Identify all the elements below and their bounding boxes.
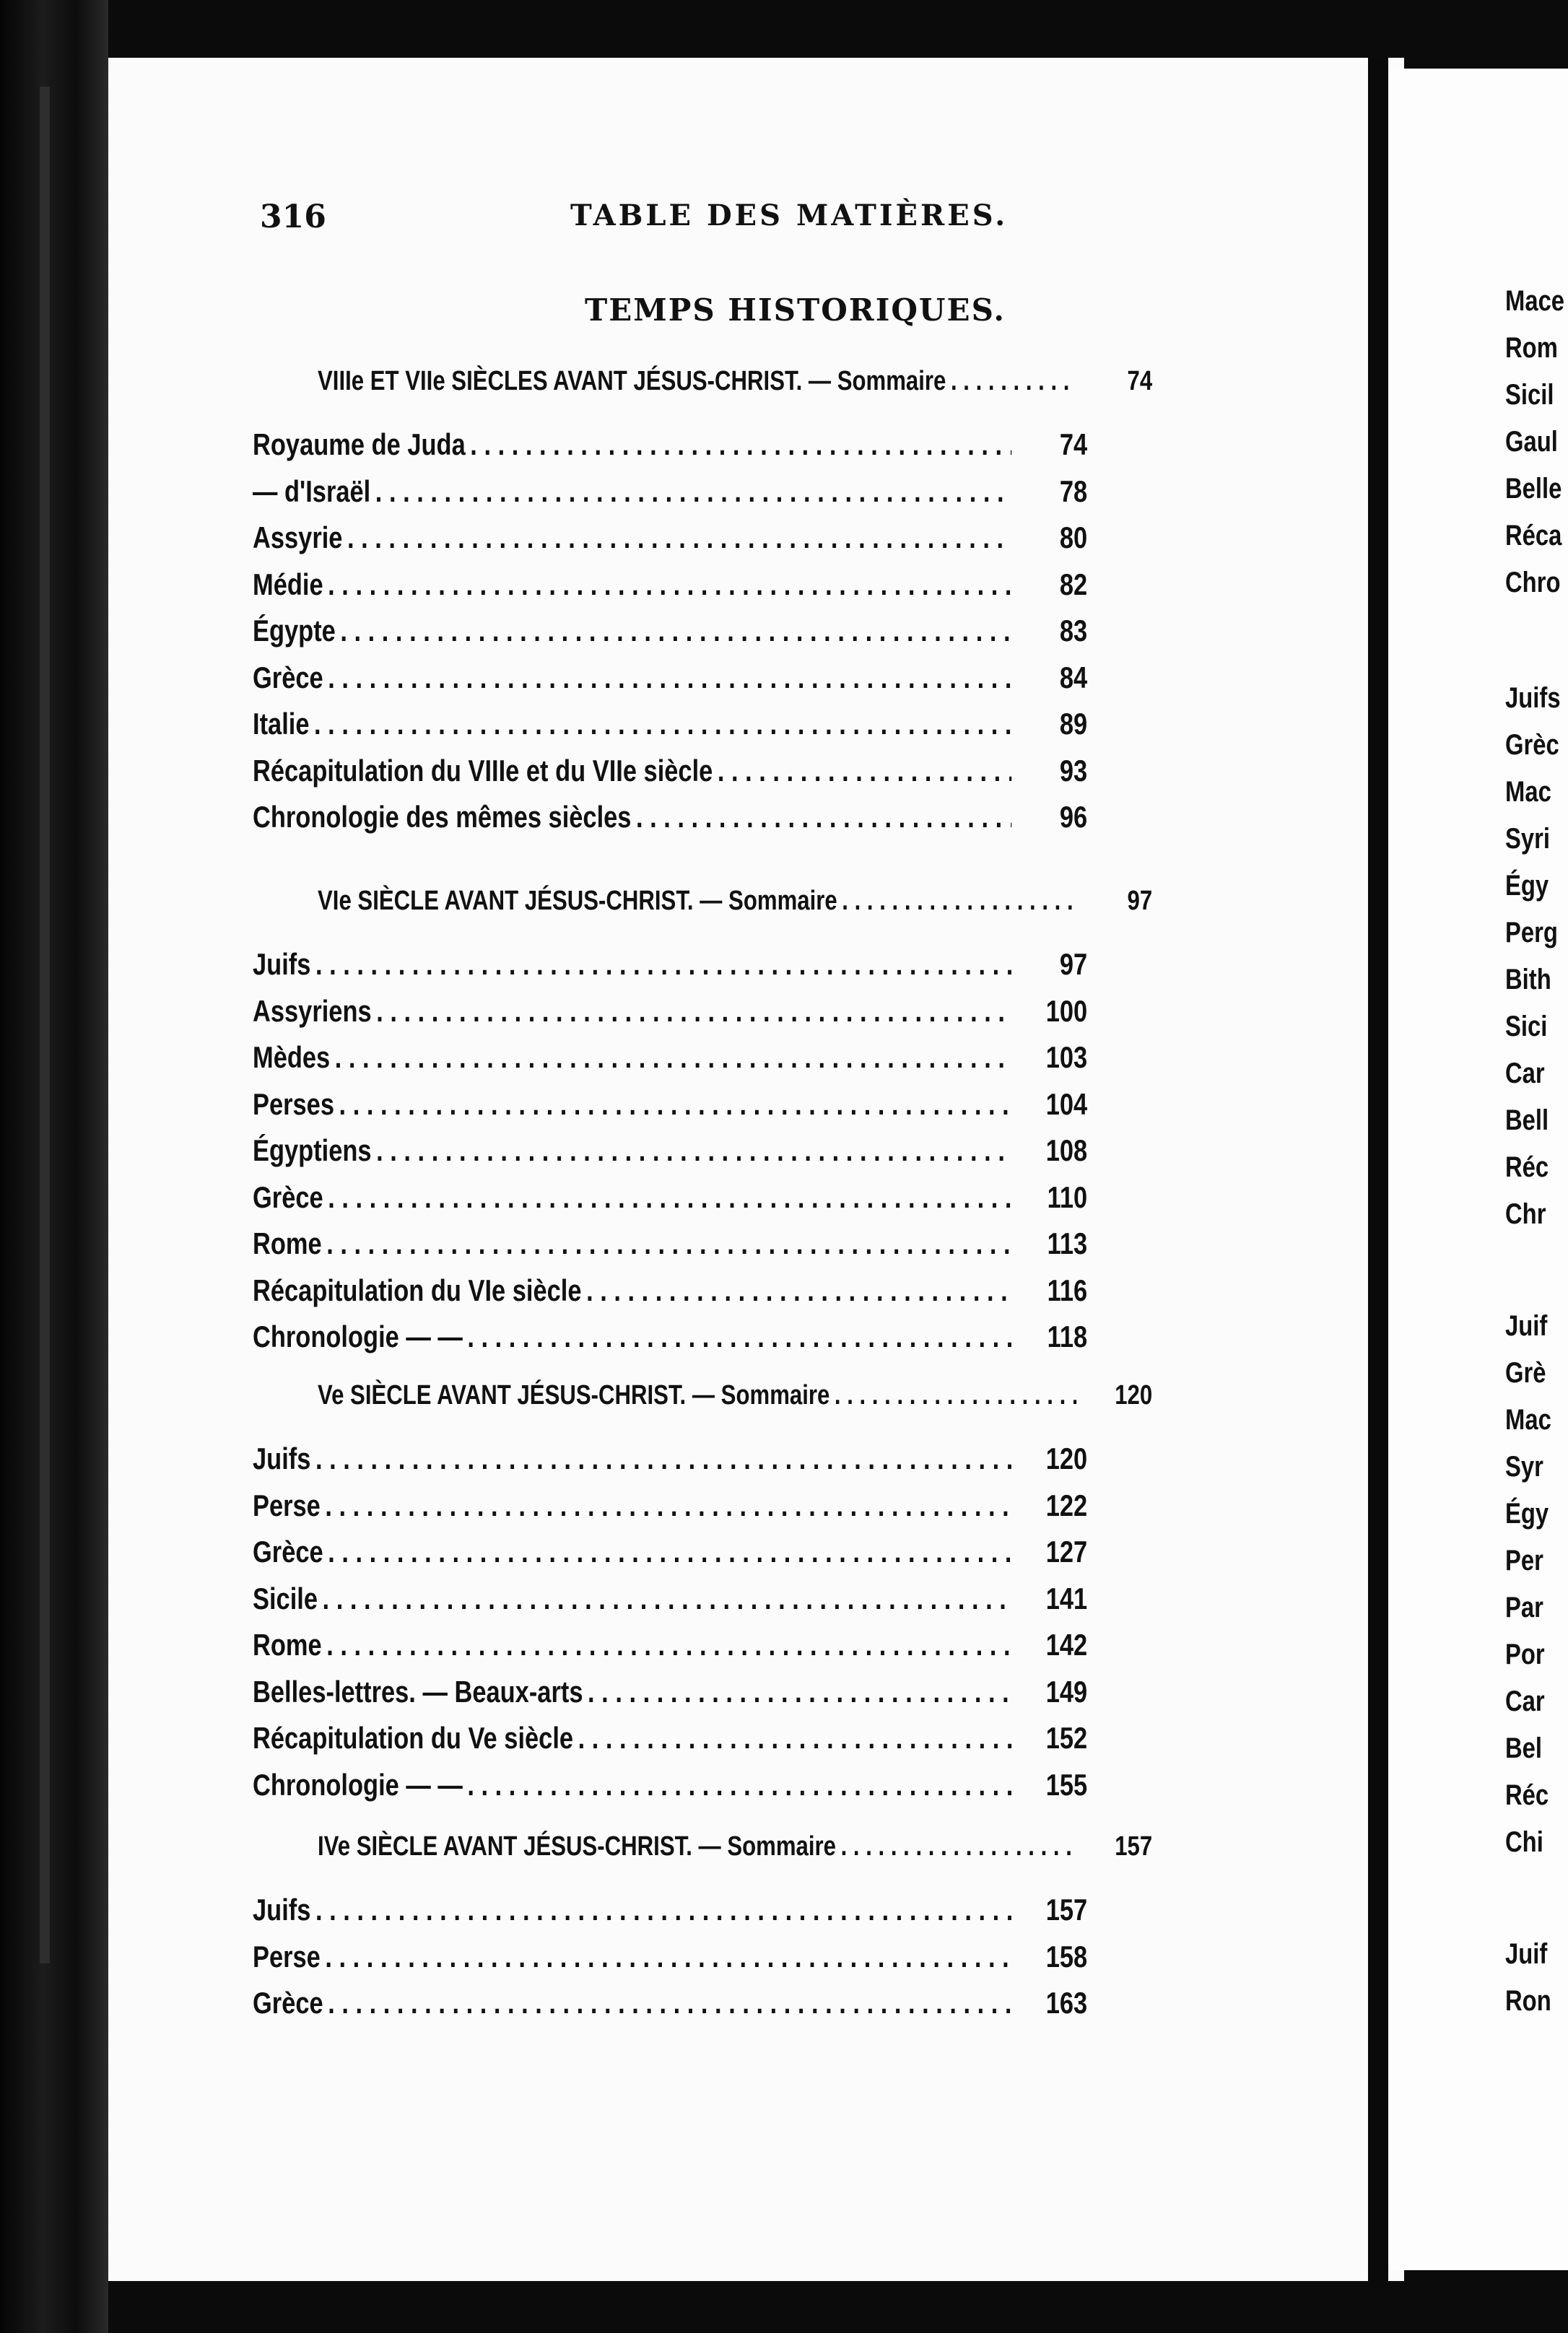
right-page-fragment: Chr xyxy=(1505,1198,1546,1230)
toc-entry xyxy=(253,938,1087,982)
dot-leader xyxy=(328,1986,1011,2020)
toc-page-number: 120 xyxy=(1115,1380,1153,1410)
dot-leader xyxy=(325,1940,1011,1974)
toc-entry-label: Belles-lettres. — Beaux-arts xyxy=(253,1674,583,1709)
dot-leader xyxy=(718,754,1011,788)
toc-page-number: 157 xyxy=(1115,1831,1153,1862)
toc-page-number: 149 xyxy=(1045,1674,1088,1709)
toc-entry-label: Grèce xyxy=(253,1179,323,1214)
dot-leader xyxy=(467,1320,1011,1354)
toc-page-number: 97 xyxy=(1127,886,1153,916)
dot-leader xyxy=(328,1535,1011,1569)
right-page-fragment: Réc xyxy=(1505,1151,1549,1183)
toc-entry-label: Chronologie des mêmes siècles xyxy=(253,800,632,834)
section-heading-row xyxy=(318,873,1152,917)
dot-leader xyxy=(376,994,1011,1029)
toc-page-number: 100 xyxy=(1045,993,1088,1028)
right-page-fragment: Par xyxy=(1505,1592,1543,1623)
toc-entry xyxy=(253,1265,1087,1308)
right-page-fragment: Car xyxy=(1505,1058,1545,1089)
section-heading-row xyxy=(318,354,1152,397)
toc-entry-label: Perses xyxy=(253,1086,334,1121)
toc-page-number: 142 xyxy=(1045,1628,1088,1662)
dot-leader xyxy=(314,707,1011,741)
toc-entry-label: Perse xyxy=(253,1939,321,1974)
right-page-fragment: Mace xyxy=(1505,285,1565,317)
toc-entry xyxy=(253,1977,1087,2020)
toc-entry-label: Chronologie — — xyxy=(253,1767,463,1802)
right-page-fragment: Syr xyxy=(1505,1451,1543,1483)
dot-leader xyxy=(842,886,1076,917)
toc-page-number: 155 xyxy=(1045,1767,1088,1802)
toc-entry-label: Royaume de Juda xyxy=(253,427,466,461)
toc-entry xyxy=(253,1712,1087,1756)
right-page-fragment: Égy xyxy=(1505,870,1549,902)
toc-entry-label: Mèdes xyxy=(253,1040,331,1074)
dot-leader xyxy=(375,474,1011,509)
right-page-fragment: Ron xyxy=(1505,1985,1551,2017)
toc-entry xyxy=(253,1666,1087,1709)
toc-entry xyxy=(253,512,1087,555)
toc-entry-label: Juifs xyxy=(253,1442,311,1475)
right-page-fragment: Juif xyxy=(1505,1938,1548,1970)
toc-page-number: 103 xyxy=(1045,1040,1088,1074)
dot-leader xyxy=(578,1721,1012,1756)
page-gutter xyxy=(1368,58,1388,2288)
dot-leader xyxy=(586,1273,1011,1308)
toc-page-number: 158 xyxy=(1045,1939,1088,1974)
toc-entry xyxy=(253,1032,1087,1075)
right-page-fragment: Por xyxy=(1505,1639,1545,1670)
right-page-fragment: Mac xyxy=(1505,776,1551,808)
toc-entry xyxy=(253,791,1087,834)
toc-page-number: 163 xyxy=(1045,1986,1088,2020)
dot-leader xyxy=(340,614,1011,648)
toc-entry-label: Récapitulation du VIe siècle xyxy=(253,1273,582,1307)
toc-entry xyxy=(253,1480,1087,1523)
dot-leader xyxy=(315,1442,1011,1476)
right-page-fragment: Perg xyxy=(1505,917,1558,949)
right-page-fragment: Grèc xyxy=(1505,729,1559,761)
right-page-fragment: Syri xyxy=(1505,823,1550,855)
right-page-fragment: Juifs xyxy=(1505,682,1561,714)
toc-page-number: 122 xyxy=(1045,1488,1088,1522)
section-title: TEMPS HISTORIQUES. xyxy=(585,292,1006,328)
toc-entry xyxy=(253,605,1087,648)
toc-entry-label: Médie xyxy=(253,567,323,601)
right-page-fragment: Bith xyxy=(1505,964,1551,995)
toc-entry-label: Assyrie xyxy=(253,520,343,554)
dot-leader xyxy=(835,1380,1076,1411)
toc-entry-label: Grèce xyxy=(253,660,323,694)
dot-leader xyxy=(347,520,1011,555)
toc-page-number: 74 xyxy=(1059,427,1088,461)
toc-entry-label: Grèce xyxy=(253,1986,323,2020)
dot-leader xyxy=(328,1180,1011,1215)
toc-entry xyxy=(253,559,1087,602)
book-binding xyxy=(0,0,108,2333)
toc-entry xyxy=(253,985,1087,1029)
toc-entry-label: Grèce xyxy=(253,1535,323,1569)
toc-entry-label: Égyptiens xyxy=(253,1133,372,1167)
dot-leader xyxy=(467,1768,1011,1802)
toc-entry-label: Récapitulation du Ve siècle xyxy=(253,1721,574,1755)
toc-page-number: 157 xyxy=(1045,1893,1088,1927)
dot-leader xyxy=(335,1040,1011,1075)
dot-leader xyxy=(328,660,1011,695)
toc-entry xyxy=(253,1526,1087,1569)
dot-leader xyxy=(588,1675,1011,1709)
toc-page-number: 113 xyxy=(1047,1226,1088,1260)
right-page-fragment: Chi xyxy=(1505,1826,1543,1858)
toc-page-number: 141 xyxy=(1045,1581,1088,1615)
toc-entry xyxy=(253,1218,1087,1261)
section-heading: VIe SIÈCLE AVANT JÉSUS-CHRIST. — Sommaire xyxy=(318,886,837,916)
dot-leader xyxy=(376,1133,1011,1168)
toc-page-number: 78 xyxy=(1059,474,1088,508)
toc-page-number: 74 xyxy=(1127,366,1153,396)
dot-leader xyxy=(636,800,1011,834)
toc-entry-label: Récapitulation du VIIIe et du VIIe siècle xyxy=(253,753,713,788)
toc-entry xyxy=(253,1573,1087,1616)
toc-entry-label: Rome xyxy=(253,1226,322,1260)
right-page-fragment: Car xyxy=(1505,1686,1545,1717)
right-page-fragment: Juif xyxy=(1505,1310,1548,1342)
right-page-fragment: Égy xyxy=(1505,1498,1549,1530)
toc-entry-label: Juifs xyxy=(253,947,311,981)
right-page-fragment: Mac xyxy=(1505,1404,1551,1436)
toc-entry xyxy=(253,652,1087,695)
right-page-fragment: Sicil xyxy=(1505,379,1554,411)
toc-page-number: 80 xyxy=(1059,520,1088,554)
toc-page-number: 120 xyxy=(1045,1442,1088,1475)
dot-leader xyxy=(315,1893,1011,1927)
running-title: TABLE DES MATIÈRES. xyxy=(570,199,1009,232)
toc-entry xyxy=(253,466,1087,509)
dot-leader xyxy=(315,947,1011,982)
spine-edge xyxy=(40,87,50,1963)
toc-entry-label: Italie xyxy=(253,707,310,741)
section-heading: IVe SIÈCLE AVANT JÉSUS-CHRIST. — Sommaire xyxy=(318,1831,837,1862)
toc-entry-label: Sicile xyxy=(253,1581,318,1615)
right-page-fragment: Belle xyxy=(1505,473,1562,505)
section-heading: VIIIe ET VIIe SIÈCLES AVANT JÉSUS-CHRIST. — Sommaire xyxy=(318,366,946,396)
toc-entry-label: Chronologie — — xyxy=(253,1320,463,1353)
right-page-fragment: Chro xyxy=(1505,567,1561,598)
toc-entry xyxy=(253,1619,1087,1662)
toc-page-number: 152 xyxy=(1045,1721,1088,1755)
right-page-fragment: Réc xyxy=(1505,1779,1549,1811)
toc-entry-label: Perse xyxy=(253,1488,321,1522)
toc-page-number: 127 xyxy=(1045,1535,1088,1569)
toc-entry xyxy=(253,1311,1087,1354)
toc-page-number: 93 xyxy=(1059,753,1088,788)
toc-page-number: 83 xyxy=(1059,614,1088,647)
toc-entry-label: — d'Israël xyxy=(253,474,371,508)
dot-leader xyxy=(951,366,1076,397)
toc-page-number: 110 xyxy=(1047,1179,1088,1214)
dot-leader xyxy=(841,1831,1077,1862)
dot-leader xyxy=(326,1628,1011,1662)
toc-page-number: 116 xyxy=(1047,1273,1088,1307)
right-page-fragment: Gaul xyxy=(1505,426,1558,458)
toc-entry-label: Égypte xyxy=(253,614,336,647)
toc-entry xyxy=(253,745,1087,788)
toc-page-number: 84 xyxy=(1059,660,1088,694)
right-page-fragment: Rom xyxy=(1505,332,1558,364)
dot-leader xyxy=(328,567,1011,602)
toc-entry xyxy=(253,419,1087,462)
toc-entry-label: Rome xyxy=(253,1628,322,1662)
toc-entry-label: Juifs xyxy=(253,1893,311,1927)
dot-leader xyxy=(339,1087,1012,1122)
toc-entry xyxy=(253,1759,1087,1802)
dot-leader xyxy=(323,1582,1012,1616)
toc-entry xyxy=(253,1172,1087,1215)
dot-leader xyxy=(325,1488,1011,1523)
page-number: 316 xyxy=(260,199,326,235)
toc-entry xyxy=(253,1931,1087,1974)
toc-page-number: 118 xyxy=(1047,1320,1088,1353)
right-page-fragment: Réca xyxy=(1505,520,1562,551)
toc-page-number: 97 xyxy=(1059,947,1088,981)
right-page-fragment: Sici xyxy=(1505,1011,1548,1042)
dot-leader xyxy=(470,427,1011,462)
right-page-fragment: Bell xyxy=(1505,1104,1549,1136)
toc-page-number: 89 xyxy=(1059,707,1088,741)
toc-entry xyxy=(253,1433,1087,1476)
toc-entry-label: Assyriens xyxy=(253,993,372,1028)
toc-entry xyxy=(253,1078,1087,1122)
toc-page-number: 82 xyxy=(1059,567,1088,601)
section-heading-row xyxy=(318,1368,1152,1411)
toc-page-number: 104 xyxy=(1045,1086,1088,1121)
section-heading-row xyxy=(318,1819,1152,1862)
page-header xyxy=(0,199,1568,242)
right-page-fragment: Per xyxy=(1505,1545,1543,1577)
toc-page-number: 108 xyxy=(1045,1133,1088,1167)
right-page-fragment: Bel xyxy=(1505,1732,1543,1764)
toc-entry xyxy=(253,1884,1087,1927)
section-heading: Ve SIÈCLE AVANT JÉSUS-CHRIST. — Sommaire xyxy=(318,1380,830,1410)
toc-entry xyxy=(253,698,1087,741)
toc-page-number: 96 xyxy=(1059,800,1088,834)
right-page-fragment: Grè xyxy=(1505,1357,1546,1389)
toc-entry xyxy=(253,1125,1087,1168)
dot-leader xyxy=(326,1226,1011,1261)
